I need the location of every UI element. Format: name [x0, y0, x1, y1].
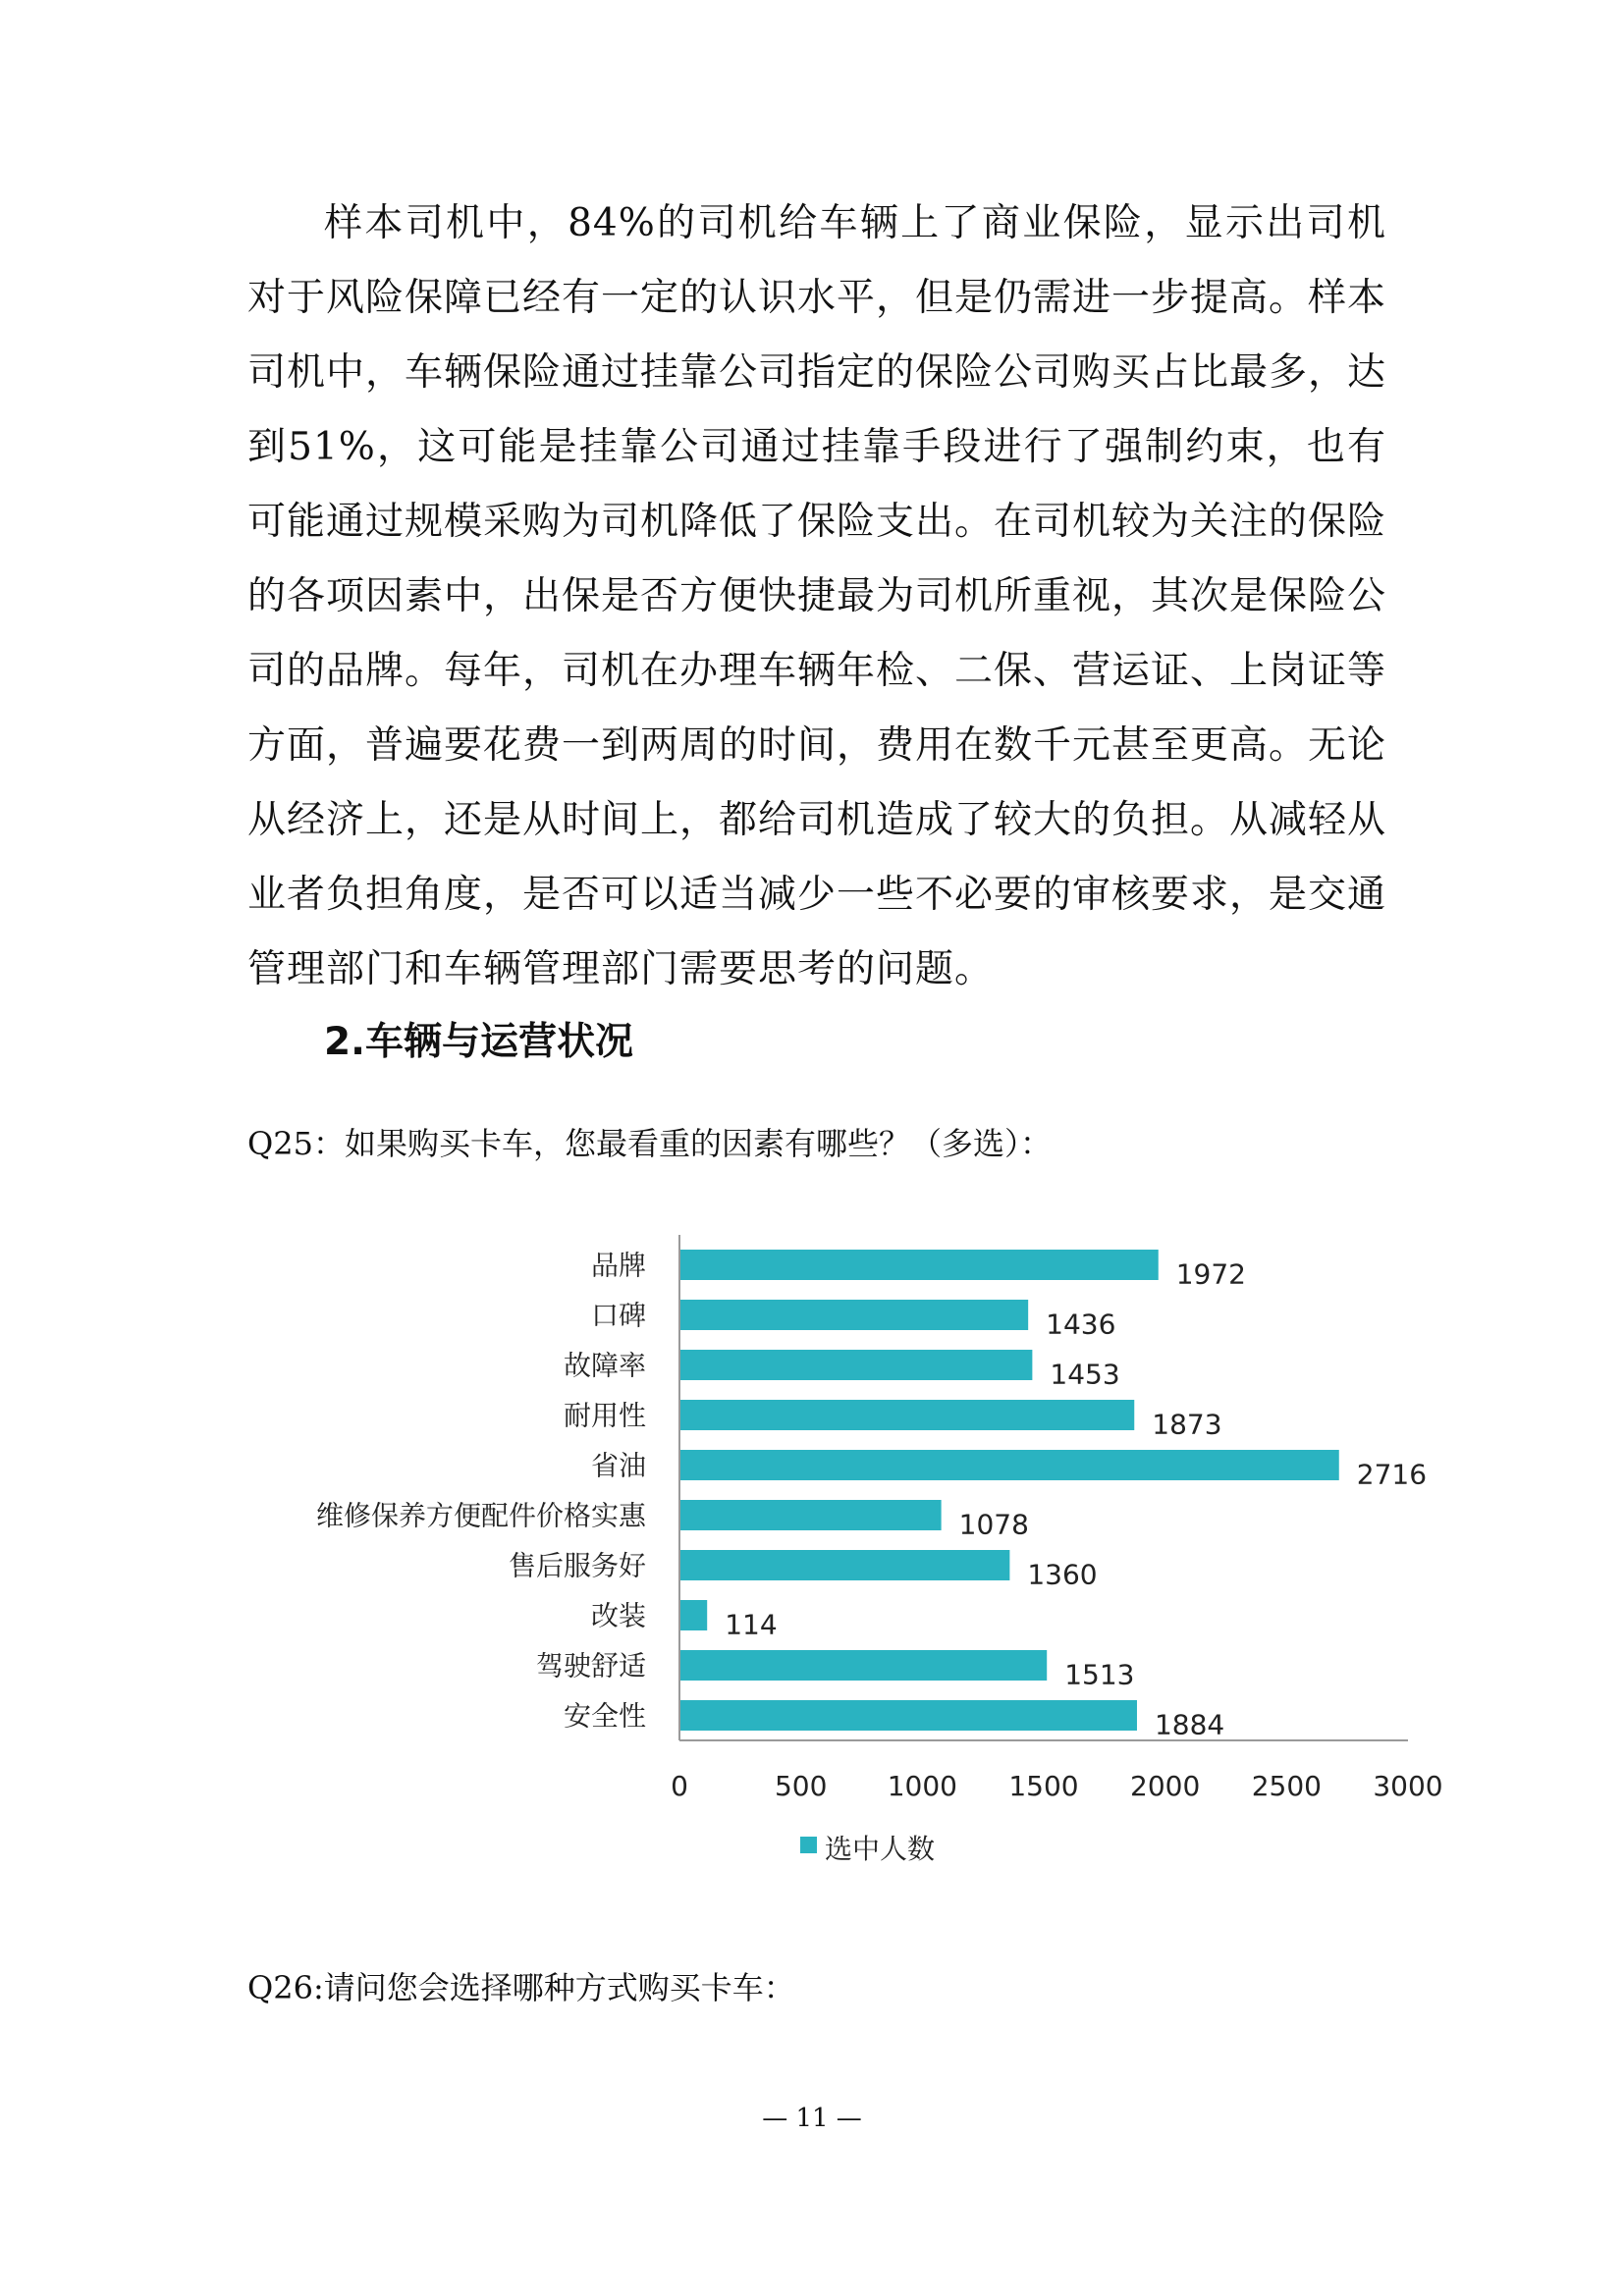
x-tick-label: 2000 — [1130, 1770, 1201, 1802]
category-label: 品牌 — [590, 1249, 646, 1282]
question-q26: Q26:请问您会选择哪种方式购买卡车： — [247, 1969, 795, 2006]
category-label: 改装 — [590, 1599, 646, 1632]
category-label: 安全性 — [563, 1699, 646, 1733]
data-label: 1873 — [1152, 1408, 1222, 1441]
question-q25: Q25：如果购买卡车，您最看重的因素有哪些？（多选）： — [247, 1125, 1052, 1162]
x-tick-label: 500 — [774, 1770, 828, 1802]
body-paragraph: 样本司机中，84%的司机给车辆上了商业保险，显示出司机对于风险保障已经有一定的认识水平，但是仍需进一步提高。样本司机中，车辆保险通过挂靠公司指定的保险公司购买占比最多，达到51%，这可能是挂靠公司通过挂靠手段进行了强制约束，也有可能通过规模采购为司机降低了保险支出。在司机较为关注的保险的各项因素中，出保是否方便快捷最为司机所重视，其次是保险公司的品牌。每年，司机在办理车辆年检、二保、营运证、上岗证等方面，普遍要花费一到两周的时间，费用在数千元甚至更高。无论从经济上，还是从时间上，都给司机造成了较大的负担。从减轻从业者负担角度，是否可以适当减少一些不必要的审核要求，是交通管理部门和车辆管理部门需要思考的问题。 — [247, 201, 1387, 991]
bar — [679, 1600, 707, 1630]
bar — [679, 1400, 1134, 1430]
bar — [679, 1450, 1339, 1480]
bar — [679, 1700, 1137, 1731]
page-number: — 11 — — [762, 2104, 862, 2133]
data-label: 1436 — [1046, 1308, 1116, 1341]
chart-bars — [316, 1250, 1427, 1741]
category-label: 口碑 — [590, 1299, 646, 1332]
data-label: 114 — [725, 1608, 778, 1641]
data-label: 1078 — [958, 1508, 1029, 1541]
data-label: 1513 — [1064, 1658, 1135, 1691]
x-tick-label: 1500 — [1008, 1770, 1079, 1802]
bar — [679, 1500, 942, 1530]
x-tick-label: 3000 — [1373, 1770, 1443, 1802]
chart-legend — [800, 1833, 935, 1865]
q25-bar-chart — [0, 1207, 1624, 1914]
x-tick-label: 2500 — [1251, 1770, 1322, 1802]
bar — [679, 1350, 1032, 1380]
category-label: 售后服务好 — [508, 1549, 646, 1582]
category-label: 省油 — [590, 1449, 646, 1482]
data-label: 1972 — [1175, 1257, 1247, 1291]
data-label: 1360 — [1027, 1558, 1098, 1591]
x-tick-label: 0 — [671, 1770, 688, 1802]
x-tick-label: 1000 — [887, 1770, 957, 1802]
data-label: 1884 — [1154, 1708, 1225, 1741]
category-label: 故障率 — [563, 1349, 646, 1382]
data-label: 1453 — [1050, 1358, 1120, 1391]
category-label: 维修保养方便配件价格实惠 — [315, 1499, 646, 1532]
category-label: 耐用性 — [563, 1399, 646, 1432]
data-label: 2716 — [1356, 1458, 1428, 1491]
category-label: 驾驶舒适 — [535, 1649, 646, 1682]
section-heading: 2.车辆与运营状况 — [324, 1020, 633, 1064]
legend-label: 选中人数 — [825, 1833, 936, 1865]
legend-swatch — [800, 1837, 817, 1853]
bar — [679, 1300, 1028, 1330]
bar — [679, 1250, 1159, 1280]
bar — [679, 1650, 1047, 1681]
bar — [679, 1550, 1009, 1580]
